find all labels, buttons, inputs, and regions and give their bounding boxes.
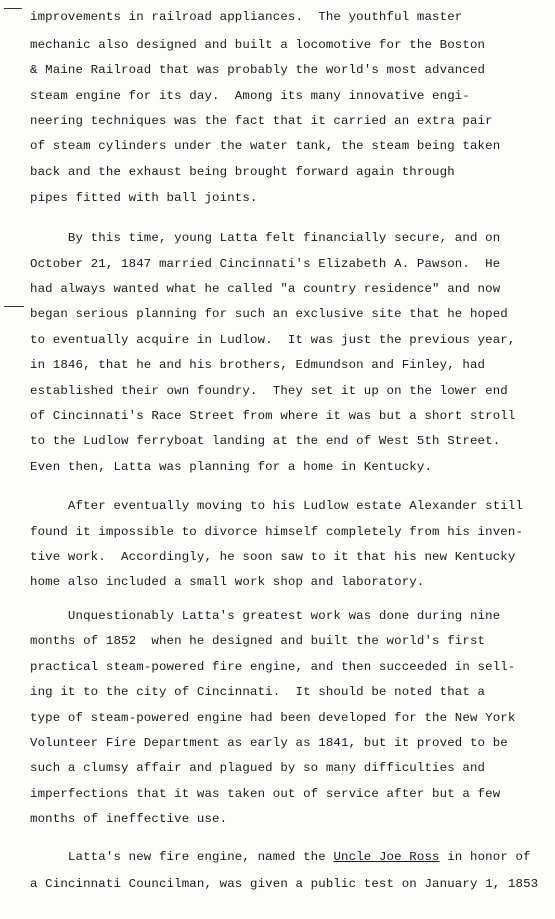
text-line: By this time, young Latta felt financially secure, and on xyxy=(30,231,501,245)
text-line: October 21, 1847 married Cincinnati's Elizabeth A. Pawson. He xyxy=(30,257,501,271)
text-line: practical steam-powered fire engine, and then succeeded in sell- xyxy=(30,660,516,674)
text-line: & Maine Railroad that was probably the world's most advanced xyxy=(30,63,486,77)
text-line: Even then, Latta was planning for a home in Kentucky. xyxy=(30,460,433,474)
text-line: pipes fitted with ball joints. xyxy=(30,191,258,205)
text-line: such a clumsy affair and plagued by so many difficulties and xyxy=(30,761,486,775)
text-line: ing it to the city of Cincinnati. It should be noted that a xyxy=(30,685,486,699)
text-line: began serious planning for such an exclusive site that he hoped xyxy=(30,307,508,321)
text-line: neering techniques was the fact that it carried an extra pair xyxy=(30,114,493,128)
text-line: imperfections that it was taken out of service after but a few xyxy=(30,787,501,801)
text-line: tive work. Accordingly, he soon saw to it that his new Kentucky xyxy=(30,550,516,564)
text-line: Volunteer Fire Department as early as 1841, but it proved to be xyxy=(30,736,508,750)
text-line: months of ineffective use. xyxy=(30,812,228,826)
text-line: steam engine for its day. Among its many innovative engi- xyxy=(30,89,470,103)
margin-mark-top xyxy=(4,8,22,9)
text-line: home also included a small work shop and laboratory. xyxy=(30,575,425,589)
text-line: in 1846, that he and his brothers, Edmundson and Finley, had xyxy=(30,358,486,372)
text-line: to the Ludlow ferryboat landing at the end of West 5th Street. xyxy=(30,434,501,448)
text-line: of Cincinnati's Race Street from where it was but a short stroll xyxy=(30,409,516,423)
text-line: of steam cylinders under the water tank, the steam being taken xyxy=(30,139,501,153)
text-line: to eventually acquire in Ludlow. It was just the previous year, xyxy=(30,333,516,347)
text-segment: in honor of xyxy=(439,850,531,864)
text-line: months of 1852 when he designed and built the world's first xyxy=(30,634,486,648)
text-line: improvements in railroad appliances. The youthful master xyxy=(30,10,463,24)
engine-name-underlined: Uncle Joe Ross xyxy=(333,850,440,864)
text-line: established their own foundry. They set it up on the lower end xyxy=(30,384,508,398)
text-line: mechanic also designed and built a locomotive for the Boston xyxy=(30,38,486,52)
text-line: found it impossible to divorce himself completely from his inven- xyxy=(30,525,524,539)
margin-mark-middle xyxy=(4,306,24,307)
text-line: back and the exhaust being brought forward again through xyxy=(30,165,455,179)
text-line: had always wanted what he called "a country residence" and now xyxy=(30,282,501,296)
text-line xyxy=(30,849,531,865)
text-segment: Latta's new fire engine, named the xyxy=(30,850,334,864)
text-line: Unquestionably Latta's greatest work was done during nine xyxy=(30,609,501,623)
text-line: a Cincinnati Councilman, was given a public test on January 1, 1853 xyxy=(30,877,539,891)
text-line: type of steam-powered engine had been developed for the New York xyxy=(30,711,516,725)
text-line: After eventually moving to his Ludlow estate Alexander still xyxy=(30,499,524,513)
